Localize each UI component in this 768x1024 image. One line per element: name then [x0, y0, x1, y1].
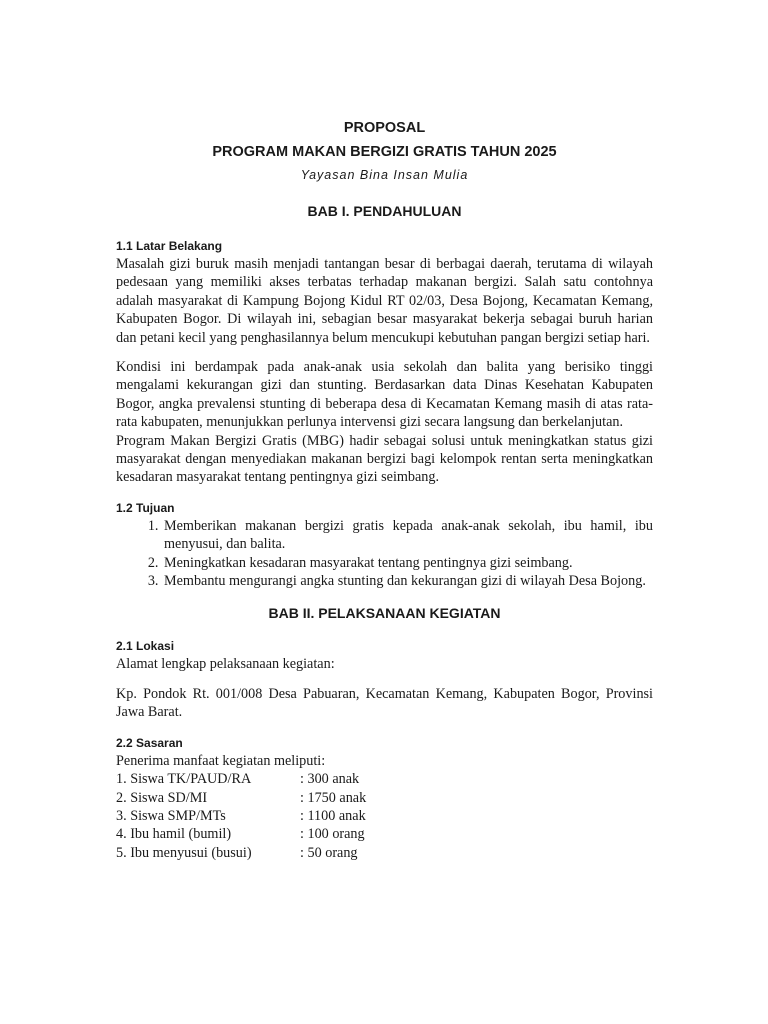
paragraph-latar-belakang-3: Program Makan Bergizi Gratis (MBG) hadir sebagai solusi untuk meningkatkan status gizi masyarakat dengan menyediakan makanan bergizi bagi kelompok rentan serta meningkatkan kesadaran masyarakat tentang pentingnya gizi seimbang.	[116, 432, 653, 486]
sasaran-row	[116, 770, 653, 788]
section-heading-2-1: 2.1 Lokasi	[116, 638, 175, 653]
sasaran-row	[116, 807, 653, 825]
doc-subtitle-organization: Yayasan Bina Insan Mulia	[300, 168, 469, 182]
sasaran-intro: Penerima manfaat kegiatan meliputi:	[116, 752, 326, 769]
list-item: 1. Memberikan makanan bergizi gratis kepada anak-anak sekolah, ibu hamil, ibu menyusui, dan balita.	[162, 517, 653, 554]
section-heading-1-1: 1.1 Latar Belakang	[116, 239, 223, 253]
sasaran-label: 4. Ibu hamil (bumil)	[116, 826, 232, 843]
paragraph-latar-belakang-1: Masalah gizi buruk masih menjadi tantangan besar di berbagai daerah, terutama di wilayah pedesaan yang memiliki akses terbatas terhadap makanan bergizi. Salah satu contohnya adalah masyarakat di Kampung Bojong Kidul RT 02/03, Desa Bojong, Kecamatan Kemang, Kabupaten Bogor. Di wilayah ini, sebagian besar masyarakat bekerja sebagai buruh harian dan petani kecil yang penghasilannya belum mencukupi kebutuhan pangan bergizi setiap hari.	[116, 256, 653, 346]
sasaran-row	[116, 825, 653, 843]
doc-title-proposal: PROPOSAL	[343, 120, 426, 136]
list-item: 3. Membantu mengurangi angka stunting dan kekurangan gizi di wilayah Desa Bojong.	[162, 572, 653, 590]
paragraph-latar-belakang-2: Kondisi ini berdampak pada anak-anak usia sekolah dan balita yang berisiko tinggi mengalami kekurangan gizi dan stunting. Berdasarkan data Dinas Kesehatan Kabupaten Bogor, angka prevalensi stunting di beberapa desa di Kecamatan Kemang masih di atas rata-rata kabupaten, menunjukkan perlunya intervensi gizi secara langsung dan berkelanjutan.	[116, 359, 653, 431]
lokasi-address: Kp. Pondok Rt. 001/008 Desa Pabuaran, Kecamatan Kemang, Kabupaten Bogor, Provinsi Jawa Barat.	[116, 685, 653, 721]
sasaran-label: 3. Siswa SMP/MTs	[116, 807, 226, 824]
sasaran-value: : 300 anak	[300, 771, 360, 788]
sasaran-label: 5. Ibu menyusui (busui)	[116, 844, 252, 861]
section-heading-1-2: 1.2 Tujuan	[116, 500, 175, 515]
sasaran-value: : 50 orang	[300, 844, 358, 861]
sasaran-value: : 100 orang	[300, 826, 365, 843]
section-heading-2-2: 2.2 Sasaran	[116, 735, 183, 750]
document-content	[116, 116, 653, 862]
tujuan-list	[116, 517, 653, 591]
sasaran-row	[116, 844, 653, 862]
list-item: 2. Meningkatkan kesadaran masyarakat tentang pentingnya gizi seimbang.	[162, 554, 653, 572]
sasaran-list	[116, 770, 653, 862]
chapter-heading-bab2: BAB II. PELAKSANAAN KEGIATAN	[268, 604, 501, 621]
sasaran-label: 2. Siswa SD/MI	[116, 789, 208, 806]
sasaran-row	[116, 789, 653, 807]
chapter-heading-bab1: BAB I. PENDAHULUAN	[307, 203, 462, 219]
sasaran-value: : 1100 anak	[300, 807, 366, 824]
sasaran-value: : 1750 anak	[300, 789, 367, 806]
lokasi-intro: Alamat lengkap pelaksanaan kegiatan:	[116, 655, 335, 672]
sasaran-label: 1. Siswa TK/PAUD/RA	[116, 771, 252, 788]
doc-title-program: PROGRAM MAKAN BERGIZI GRATIS TAHUN 2025	[212, 144, 557, 160]
